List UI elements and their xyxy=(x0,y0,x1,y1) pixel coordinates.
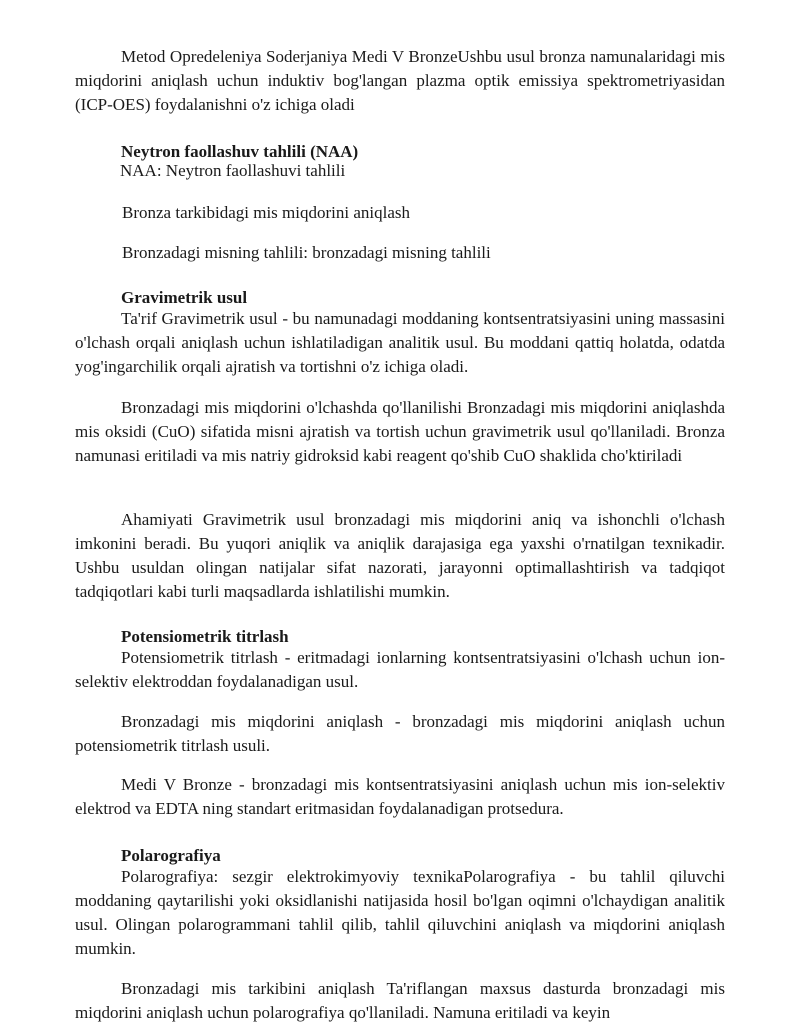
naa-line-2: Bronza tarkibidagi mis miqdorini aniqlash xyxy=(122,203,411,222)
naa-line-1: NAA: Neytron faollashuvi tahlili xyxy=(120,161,346,180)
paragraph-potentiometric-procedure: Medi V Bronze - bronzadagi mis kontsentratsiyasini aniqlash uchun mis ion-selektiv elektrod va EDTA ning standart eritmasidan foydalanadigan protsedura. xyxy=(75,775,725,818)
paragraph-gravimetric-importance: Ahamiyati Gravimetrik usul bronzadagi mis miqdorini aniq va ishonchli o'lchash imkonini beradi. Bu yuqori aniqlik va aniqlik darajasiga ega yaxshi o'rnatilgan texnikadir. Ushbu usuldan olingan natijalar sifat nazorati, jarayonni optimallashtirish va tadqiqot tadqiqotlari kabi turli maqsadlarda ishlatilishi mumkin. xyxy=(75,510,725,601)
paragraph-polarography-definition: Polarografiya: sezgir elektrokimyoviy texnikaPolarografiya - bu tahlil qiluvchi moddaning qaytarilishi yoki oksidlanishi natijasida hosil bo'lgan oqimni o'lchaydigan analitik usul. Olingan polarogrammani tahlil qilib, tahlil qiluvchini aniqlash va miqdorini aniqlash mumkin. xyxy=(75,867,725,958)
heading-potentiometric: Potensiometrik titrlash xyxy=(121,627,289,646)
paragraph-gravimetric-application: Bronzadagi mis miqdorini o'lchashda qo'llanilishi Bronzadagi mis miqdorini aniqlashda mis oksidi (CuO) sifatida misni ajratish va tortish uchun gravimetrik usul qo'llaniladi. Bronza namunasi eritiladi va mis natriy gidroksid kabi reagent qo'shib CuO shaklida cho'ktiriladi xyxy=(75,398,725,465)
naa-line-3: Bronzadagi misning tahlili: bronzadagi misning tahlili xyxy=(122,243,491,262)
paragraph-potentiometric-application: Bronzadagi mis miqdorini aniqlash - bronzadagi mis miqdorini aniqlash uchun potensiometrik titrlash usuli. xyxy=(75,712,725,755)
paragraph-polarography-application: Bronzadagi mis tarkibini aniqlash Ta'riflangan maxsus dasturda bronzadagi mis miqdorini aniqlash uchun polarografiya qo'llaniladi. Namuna eritiladi va keyin xyxy=(75,979,725,1022)
heading-gravimetric: Gravimetrik usul xyxy=(121,288,248,307)
heading-polarography: Polarografiya xyxy=(121,846,221,865)
paragraph-gravimetric-definition: Ta'rif Gravimetrik usul - bu namunadagi moddaning kontsentratsiyasini uning massasini o'lchash orqali aniqlash uchun ishlatiladigan analitik usul. Bu moddani qattiq holatda, odatda yog'ingarchilik orqali ajratish va tortishni o'z ichiga oladi. xyxy=(75,309,725,376)
paragraph-intro: Metod Opredeleniya Soderjaniya Medi V BronzeUshbu usul bronza namunalaridagi mis miqdorini aniqlash uchun induktiv bog'langan plazma optik emissiya spektrometriyasidan (ICP-OES) foydalanishni o'z ichiga oladi xyxy=(75,47,725,114)
heading-naa: Neytron faollashuv tahlili (NAA) xyxy=(121,142,359,161)
paragraph-potentiometric-definition: Potensiometrik titrlash - eritmadagi ionlarning kontsentratsiyasini o'lchash uchun ion-selektiv elektroddan foydalanadigan usul. xyxy=(75,648,725,691)
